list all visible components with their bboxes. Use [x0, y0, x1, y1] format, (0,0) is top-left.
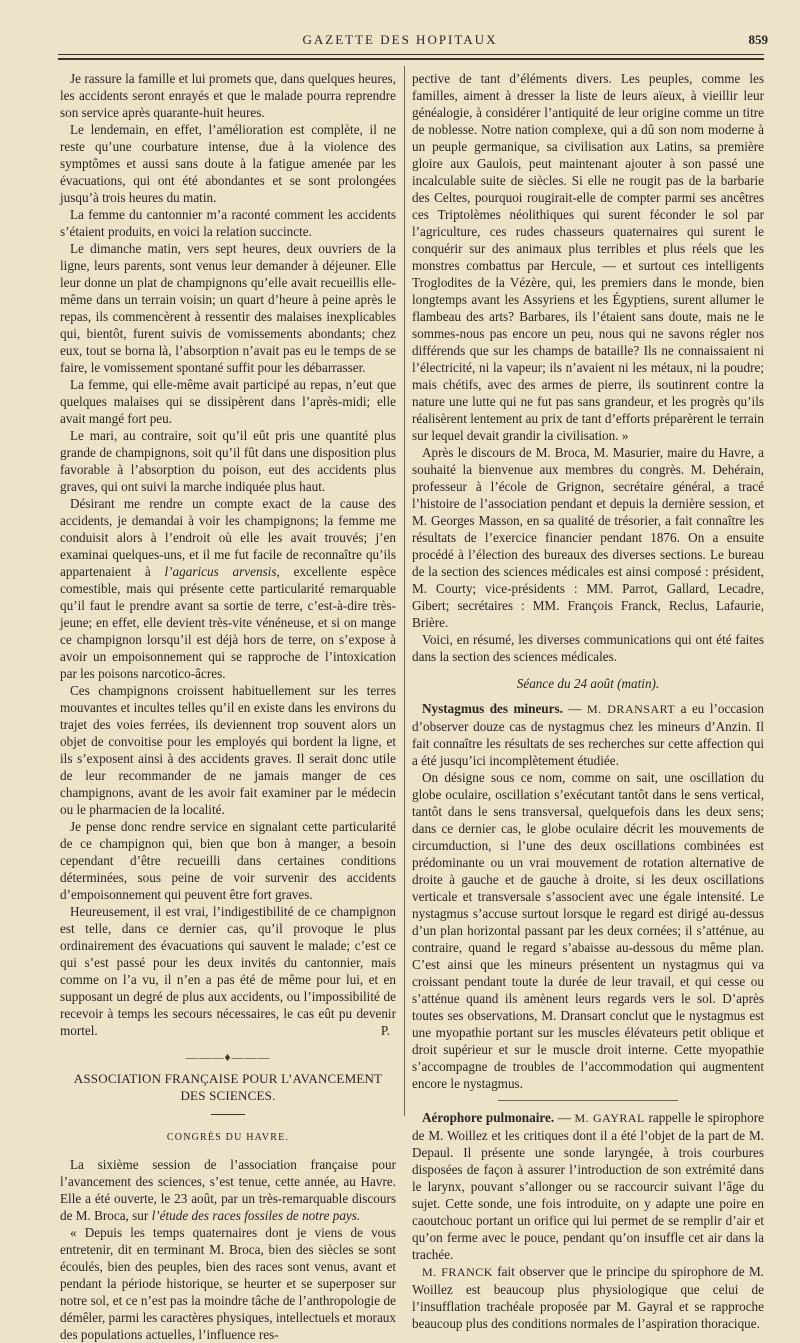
- topic-divider: [498, 1100, 678, 1101]
- paragraph: [412, 1263, 764, 1332]
- text-run: rappelle le spirophore de M. Woillez et les critiques dont il a été l’objet de la part de M. Depaul. Il présente une sonde laryngée, à trois courbures disposées de façon à assurer l’introduction de son extrémité dans le larynx, pouvant s’allonger ou se raccourcir suivant l’âge du sujet. Cette sonde, une fois introduite, on y adapte une poire en caoutchouc portant un orifice qui lui permet de se remplir d’air et qu’on ferme avec le pouce, pendant qu’on insuffle cet air dans la trachée.: [412, 1110, 764, 1262]
- paragraph: Après le discours de M. Broca, M. Masurier, maire du Havre, a souhaité la bienvenue aux membres du congrès. M. Dehérain, professeur à l’école de Grignon, secrétaire général, a tracé l’histoire de l’association pendant et depuis la dernière session, et M. Georges Masson, en sa qualité de trésorier, a fait connaître les résultats de l’exercice financier pendant 1876. On a ensuite procédé à l’élection des bureaux des diverses sections. Le bureau de la section des sciences médicales est ainsi composé : président, M. Courty; vice-présidents : MM. Parrot, Gallard, Lecadre, Gibert; secrétaires : MM. François Franck, Reclus, Lafaurie, Brière.: [412, 445, 764, 630]
- journal-title: GAZETTE DES HOPITAUX: [302, 32, 498, 47]
- paragraph: On désigne sous ce nom, comme on sait, une oscillation du globe oculaire, oscillation s’exécutant tantôt dans le sens vertical, tantôt dans le sens transversal, quelquefois dans les deux sens; dans ce dernier cas, le globe oculaire décrit les mouvements de circumduction, si l’une des deux oscillations combinées est prédominante ou un vrai mouvement de rotation alternative de droite à gauche et de gauche à droite, si les deux oscillations verticale et transversale s’associent avec une égale intensité. Le nystagmus s’accuse surtout lorsque le regard est dirigé au-dessus d’un plan horizontal passant par les deux cornées; il s’atténue, au contraire, quand le regard s’abaisse au-dessous du même plan. C’est ainsi que les mineurs présentent un nystagmus qui va croissant pendant toute la durée de leur travail, et qui cesse ou s’atténue quand ils amènent leurs regards vers le sol. D’après toutes ses observations, M. Dransart conclut que le nystagmus est une myopathie portant sur les muscles élévateurs petit oblique et droit supérieur et sur le muscle droit interne. Cette myopathie s’accompagne de troubles de l’accommodation qui augmentent encore le nystagmus.: [412, 770, 764, 1091]
- topic-heading: Aérophore pulmonaire.: [422, 1110, 555, 1125]
- paragraph: Ces champignons croissent habituellement sur les terres mouvantes et incultes telles qu’il en existe dans les environs du trajet des voies ferrées, ils deviennent trop souvent alors un objet de convoitise pour les employés qui bordent la ligne, et ils s’exposent ainsi à des accidents graves. Il serait donc utile de leur recommander de ne jamais manger de ces champignons, avant de les avoir fait examiner par le médecin ou le pharmacien de la localité.: [60, 683, 396, 817]
- header-rule-thin: [58, 54, 764, 55]
- right-column: [412, 70, 764, 1332]
- page-header: [0, 28, 800, 50]
- left-column: [60, 70, 396, 1343]
- paragraph: La femme, qui elle-même avait participé au repas, n’eut que quelques malaises qui se dissipèrent dans l’après-midi; elle avait mangé fort peu.: [60, 377, 396, 426]
- text-run: fait observer que le principe du spirophore de M. Woillez est beaucoup plus physiologique que celui de l’insufflation trachéale proposée par M. Gayral et se rapproche beaucoup plus des conditions normales de l’aspiration thoracique.: [412, 1264, 764, 1331]
- paragraph: Le mari, au contraire, soit qu’il eût pris une quantité plus grande de champignons, soit qu’il fût dans une disposition plus favorable à l’absorption du poison, eut des accidents plus graves, qui ont suivi la marche indiquée plus haut.: [60, 428, 396, 494]
- section-title: ASSOCIATION FRANÇAISE POUR L’AVANCEMENT DES SCIENCES.: [73, 1071, 383, 1103]
- session-heading: Séance du 24 août (matin).: [516, 676, 660, 691]
- paragraph: « Depuis les temps quaternaires dont je viens de vous entretenir, dit en terminant M. Broca, bien des siècles se sont écoulés, bien des peuples, bien des races sont venus, avant et pendant la période historique, se heurter et se superposer sur notre sol, et ce n’est pas la moindre tâche de l’anthropologie de démêler, parmi les caractères physiques, intellectuels et moraux des populations actuelles, l’influence res-: [60, 1225, 396, 1342]
- paragraph: [60, 903, 396, 1039]
- dash: —: [562, 701, 587, 716]
- lecture-title: l’étude des races fossiles de notre pays.: [151, 1208, 361, 1223]
- text-run: La sixième session de l’association française pour l’avancement des sciences, s’est tenue, cette année, au Havre. Elle a été ouverte, le 23 août, par un très-remarquable discours de M. Broca, sur: [60, 1157, 396, 1223]
- author-signature: P.: [380, 1023, 390, 1038]
- paragraph: Le lendemain, en effet, l’amélioration est complète, il ne reste qu’une courbature intense, due à la violence des symptômes et aussi sans doute à la fatigue amenée par les évacuations, qui ont été abondantes et se sont prolongées jusqu’à trois heures du matin.: [60, 122, 396, 205]
- text-run: , excellente espèce comestible, mais qui présente cette particularité remarquable qu’il faut le prendre avant sa sortie de terre, c’est-à-dire très-jeune; en effet, elle devient très-vite vénéneuse, et si on mange ce champignon lorsqu’il est déjà hors de terre, on s’expose à avoir un empoisonnement qui se rapproche de l’intoxication par les poisons narcotico-âcres.: [60, 564, 396, 681]
- text-run: a eu l’occasion d’observer douze cas de nystagmus chez les mineurs d’Anzin. Il fait connaître les résultats de ses recherches sur cette affection qui a été jusqu’ici incomplètement étudiée.: [412, 701, 765, 768]
- section-subheading: CONGRÈS DU HAVRE.: [166, 1132, 290, 1143]
- species-name: l’agaricus arvensis: [164, 564, 277, 579]
- short-divider: [211, 1114, 245, 1115]
- text-run: Désirant me rendre un compte exact de la cause des accidents, je demandai à voir les champignons; la femme me conduisit alors à l’endroit où elle les avait trouvés; j’en examinai quelques-uns, et il me fut facile de reconnaître qu’ils appartenaient à: [60, 496, 396, 579]
- paragraph: [60, 495, 396, 682]
- author-name: M. FRANCK: [422, 1265, 493, 1279]
- paragraph: Je rassure la famille et lui promets que, dans quelques heures, les accidents seront enrayés et que le malade pourra reprendre son service après quarante-huit heures.: [60, 71, 396, 120]
- section-ornament: ———♦———: [185, 1050, 271, 1064]
- paragraph: Le dimanche matin, vers sept heures, deux ouvriers de la ligne, leurs parents, sont venus leur demander à déjeuner. Elle leur donne un plat de champignons qu’elle avait recueillis elle-même dans un terrain voisin; un quart d’heure à peine après le repas, ils commencèrent à ressentir des malaises inexplicables qui, bientôt, furent suivis de vomissements abondants; chez eux, tout se borna là, l’absorption n’avait pas eu le temps de se faire, le vomissement spontané suffit pour les débarrasser.: [60, 241, 396, 375]
- author-name: M. GAYRAL: [574, 1111, 645, 1125]
- text-run: Heureusement, il est vrai, l’indigestibilité de ce champignon est telle, dans ce dernier cas, qu’il provoque le plus ordinairement des évacuations qui sauvent le malade; c’est ce qui s’est passé pour les deux invités du cantonnier, mais comme on l’a vu, il n’en a pas été de même pour lui, et en supposant un degré de plus aux accidents, ou l’impossibilité de recevoir à temps les secours nécessaires, le cas eût pu devenir mortel.: [60, 904, 396, 1038]
- paragraph: [412, 1109, 764, 1263]
- page-number: 859: [748, 32, 768, 47]
- paragraph: Je pense donc rendre service en signalant cette particularité de ce champignon qui, bien que bon à manger, a besoin cependant d’être recueilli dans certaines conditions déterminées, sous peine de voir survenir des accidents d’empoisonnement qui peuvent être fort graves.: [60, 819, 396, 902]
- paragraph: Voici, en résumé, les diverses communications qui ont été faites dans la section des sciences médicales.: [412, 632, 764, 664]
- column-divider: [404, 66, 405, 1116]
- paragraph: La femme du cantonnier m’a raconté comment les accidents s’étaient produits, en voici la relation succincte.: [60, 207, 396, 239]
- paragraph: pective de tant d’éléments divers. Les peuples, comme les familles, aiment à dresser la liste de leurs aïeux, à vieillir leur généalogie, à considérer l’antiquité de leur origine comme un titre de noblesse. Notre nation complexe, qui a dû son nom moderne à un peuple germanique, sa civilisation aux Latins, sa première gloire aux Gaulois, peut maintenant ajouter à son passé une incalculable suite de siècles. Si elle ne rougit pas de la barbarie des Celtes, pourquoi rougirait-elle de compter parmi ses ancêtres ces Triptolèmes néolithiques qui surent féconder le sol par l’agriculture, ces rudes chasseurs quaternaires qui surent le conquérir sur des animaux plus terribles et plus réels que les monstres combattus par Hercule, — et surtout ces intelligents Troglodites de la Vézère, qui, les premiers dans le monde, bien longtemps avant les Assyriens et les Égyptiens, surent allumer le flambeau des arts? Barbares, ils l’étaient sans doute, mais ne le sommes-nous pas encore un peu, nous qui ne savons régler nos différends que sur les champs de bataille? Ils ne connaissaient ni l’électricité, ni la vapeur; ils n’avaient ni les métaux, ni la poudre; mais chétifs, avec des armes de pierre, ils soutinrent contre la nature une lutte qui ne fut pas sans grandeur, et les progrès qu’ils réalisèrent lentement au prix de tant d’efforts préparèrent le terrain sur lequel devait grandir la civilisation. »: [412, 71, 764, 443]
- author-name: M. DRANSART: [586, 702, 676, 716]
- dash: —: [554, 1110, 575, 1125]
- paragraph: [60, 1156, 396, 1224]
- topic-heading: Nystagmus des mineurs.: [422, 701, 563, 716]
- paragraph: [412, 700, 764, 769]
- header-rule-thick: [58, 58, 764, 60]
